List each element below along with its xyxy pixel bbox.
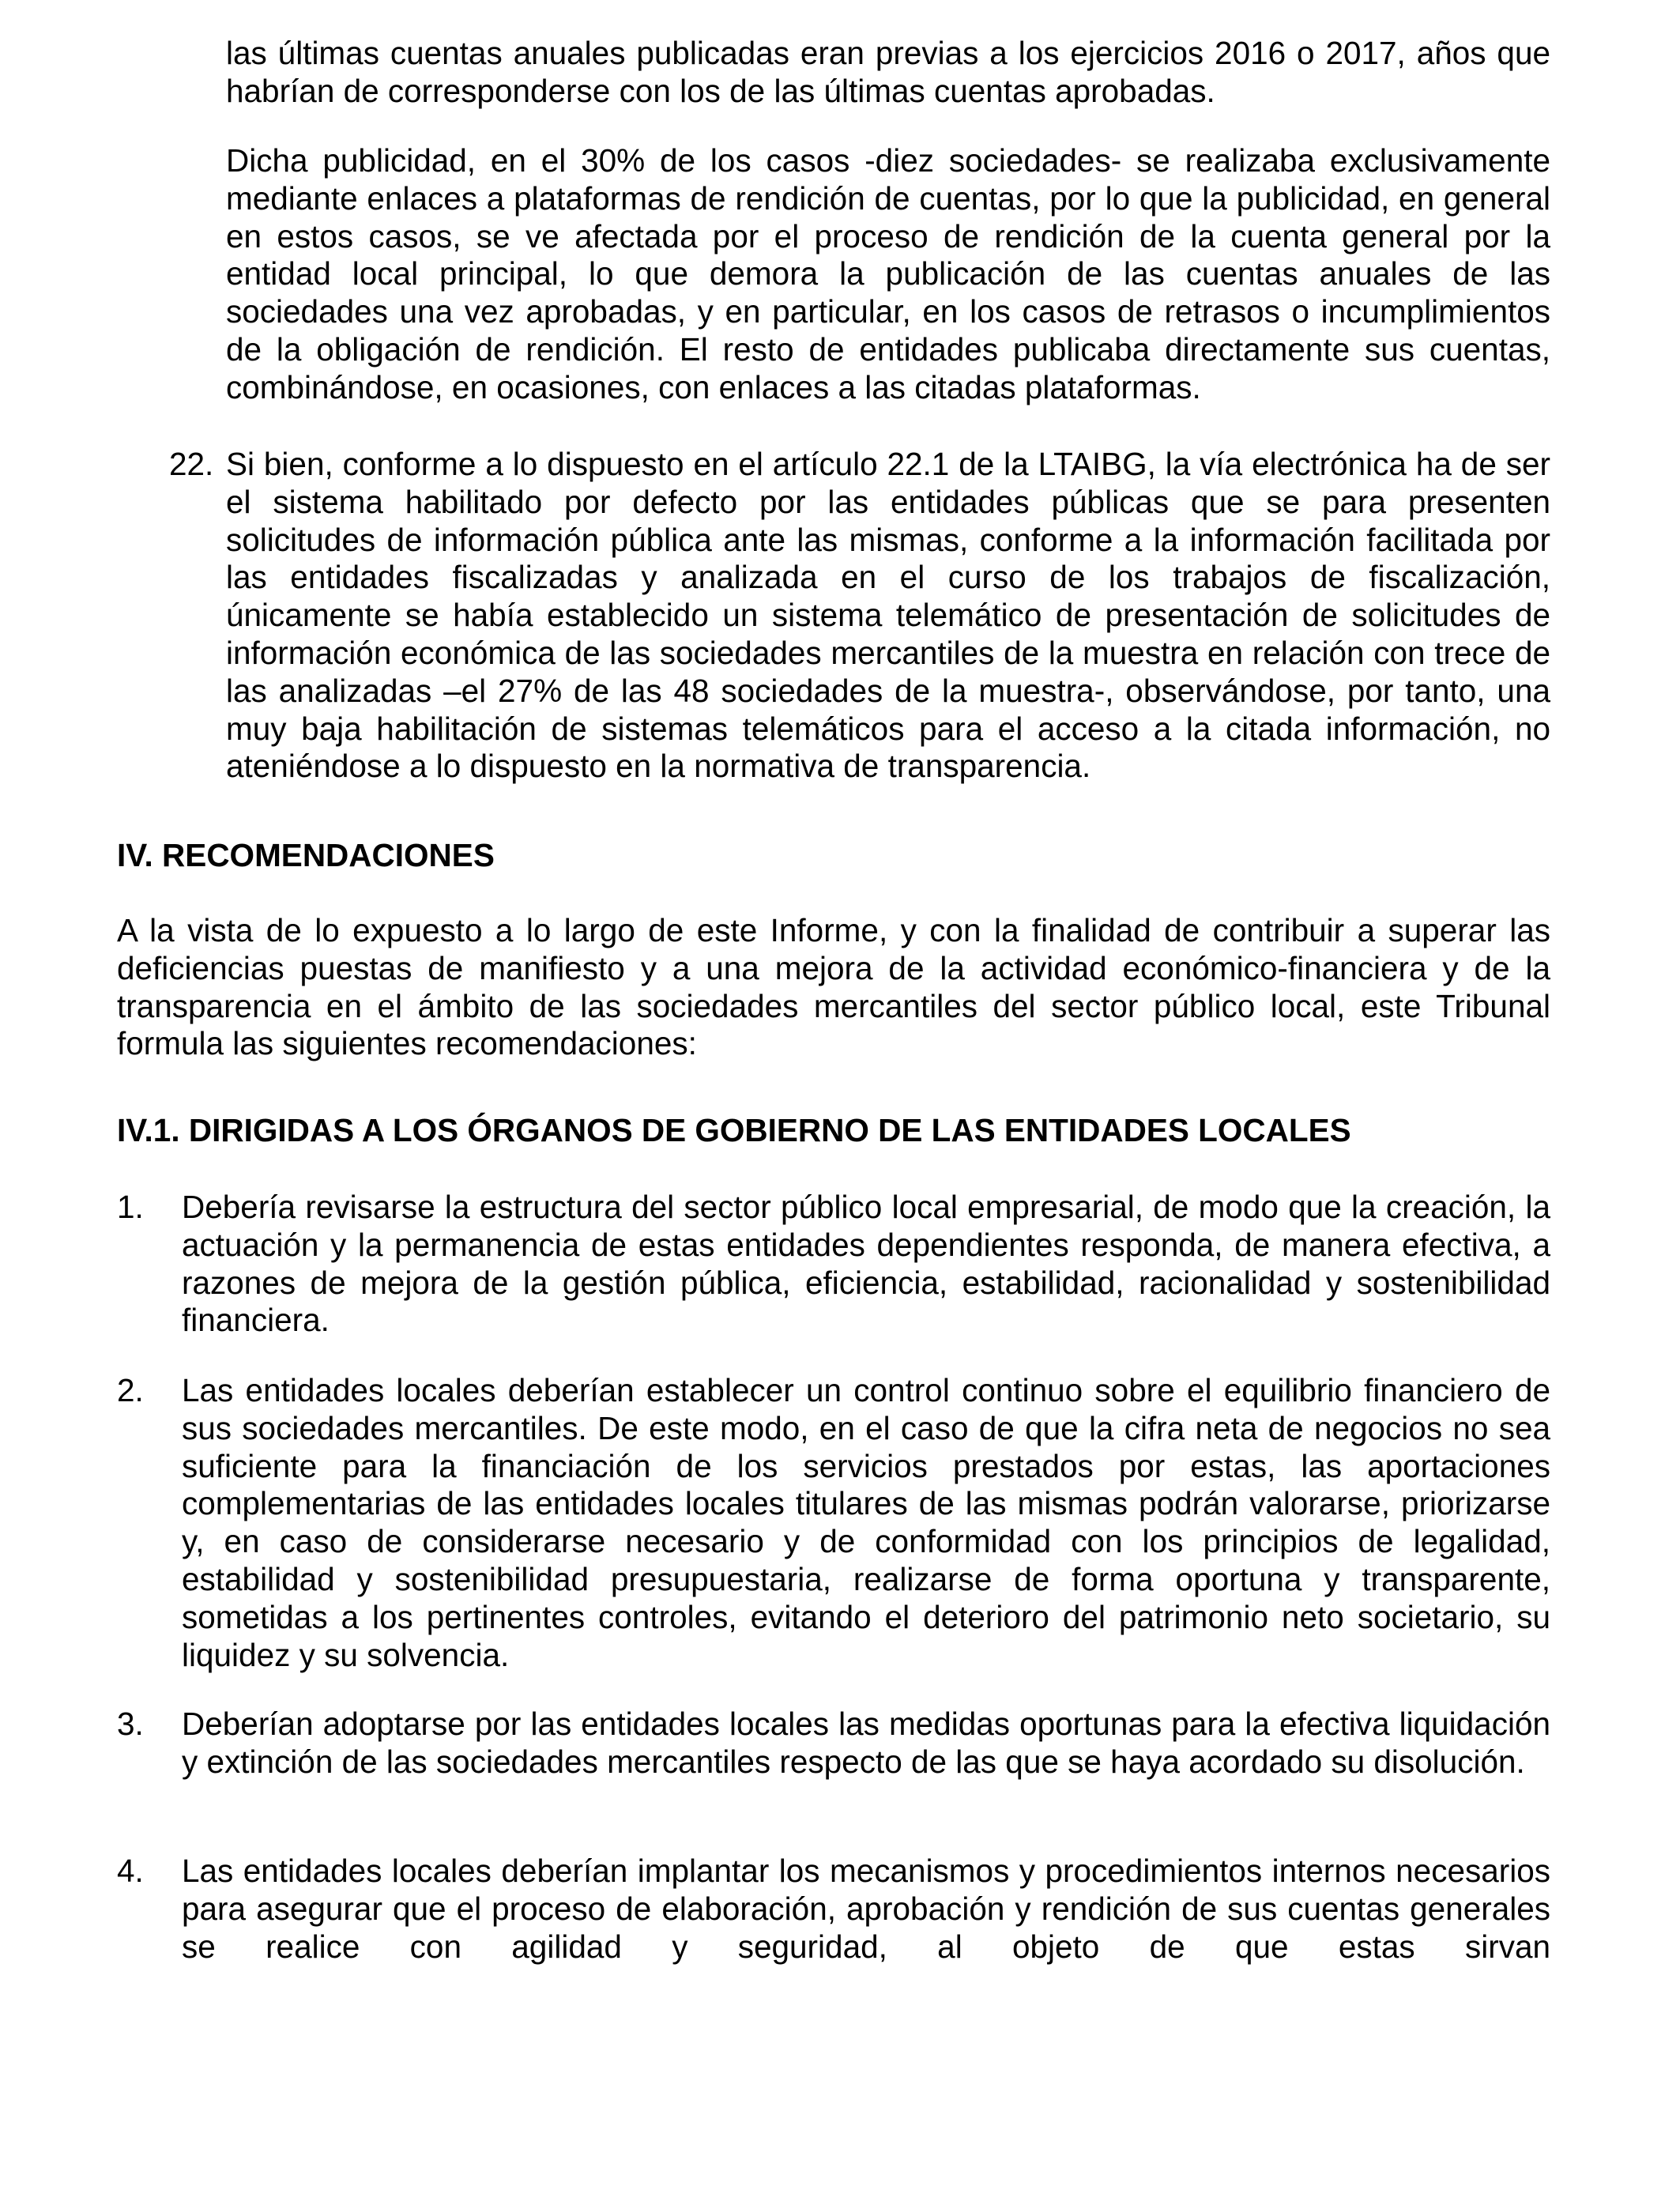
recommendation-1-text: Debería revisarse la estructura del sector público local empresarial, de modo que la creación, la actuación y la permanencia de estas entidades dependientes responda, de manera efectiva, a razones de mejora de la gestión pública, eficiencia, estabilidad, racionalidad y sostenibilidad financiera. [182,1189,1550,1339]
section-heading: IV. RECOMENDACIONES [117,837,495,873]
section-intro: A la vista de lo expuesto a lo largo de este Informe, y con la finalidad de contribuir a superar las deficiencias puestas de manifiesto y a una mejora de la actividad económico-financiera y de la transparencia en el ámbito de las sociedades mercantiles del sector público local, este Tribunal formula las siguientes recomendaciones: [117,912,1550,1062]
recommendation-4-number: 4. [117,1853,144,1889]
recommendation-3-text: Deberían adoptarse por las entidades locales las medidas oportunas para la efectiva liquidación y extinción de las sociedades mercantiles respecto de las que se haya acordado su disolución. [182,1706,1550,1780]
item-22-text: Si bien, conforme a lo dispuesto en el artículo 22.1 de la LTAIBG, la vía electrónica ha de ser el sistema habilitado por defecto por las entidades públicas que se para presenten solicitudes de información pública ante las mismas, conforme a la información facilitada por las entidades fiscalizadas y analizada en el curso de los trabajos de fiscalización, únicamente se había establecido un sistema telemático de presentación de solicitudes de información económica de las sociedades mercantiles de la muestra en relación con trece de las analizadas –el 27% de las 48 sociedades de la muestra-, observándose, por tanto, una muy baja habilitación de sistemas telemáticos para el acceso a la citada información, no ateniéndose a lo dispuesto en la normativa de transparencia. [226,446,1550,785]
paragraph-publicidad: Dicha publicidad, en el 30% de los casos -diez sociedades- se realizaba exclusivamente mediante enlaces a plataformas de rendición de cuentas, por lo que la publicidad, en general en estos casos, se ve afectada por el proceso de rendición de la cuenta general por la entidad local principal, lo que demora la publicación de las cuentas anuales de las sociedades una vez aprobadas, y en particular, en los casos de retrasos o incumplimientos de la obligación de rendición. El resto de entidades publicaba directamente sus cuentas, combinándose, en ocasiones, con enlaces a las citadas plataformas. [226,142,1550,405]
subsection-heading: IV.1. DIRIGIDAS A LOS ÓRGANOS DE GOBIERNO DE LAS ENTIDADES LOCALES [117,1112,1351,1148]
recommendation-4-text: Las entidades locales deberían implantar los mecanismos y procedimientos internos necesarios para asegurar que el proceso de elaboración, aprobación y rendición de sus cuentas generales se realice con agilidad y seguridad, al objeto de que estas sirvan [182,1853,1550,1965]
recommendation-1-number: 1. [117,1189,144,1225]
item-22-number: 22. [169,446,214,482]
recommendation-2-text: Las entidades locales deberían establecer un control continuo sobre el equilibrio financiero de sus sociedades mercantiles. De este modo, en el caso de que la cifra neta de negocios no sea suficiente para la financiación de los servicios prestados por estas, las aportaciones complementarias de las entidades locales titulares de las mismas podrán valorarse, priorizarse y, en caso de considerarse necesario y de conformidad con los principios de legalidad, estabilidad y sostenibilidad presupuestaria, realizarse de forma oportuna y transparente, sometidas a los pertinentes controles, evitando el deterioro del patrimonio neto societario, su liquidez y su solvencia. [182,1372,1550,1673]
recommendation-3-number: 3. [117,1706,144,1742]
recommendation-2-number: 2. [117,1372,144,1408]
paragraph-continuation: las últimas cuentas anuales publicadas eran previas a los ejercicios 2016 o 2017, años que habrían de corresponderse con los de las últimas cuentas aprobadas. [226,35,1550,109]
